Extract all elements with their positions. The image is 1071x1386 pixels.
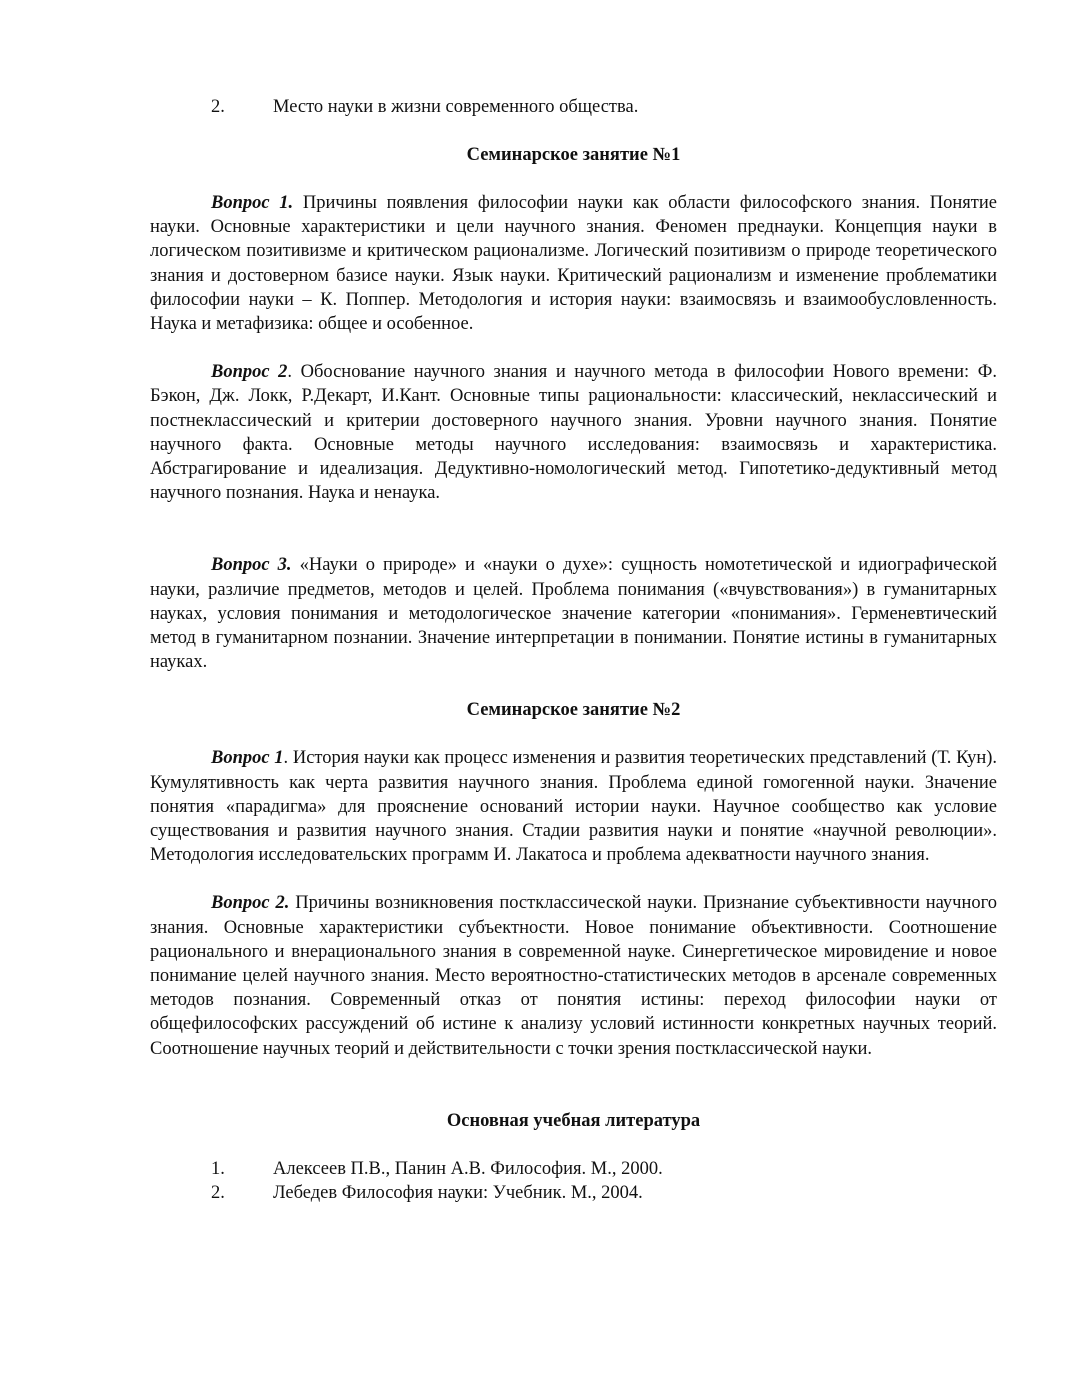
document-page xyxy=(150,95,997,1205)
list-item-text: Место науки в жизни современного общества. xyxy=(273,97,639,117)
question-paragraph xyxy=(150,746,997,867)
section-heading-seminar-2: Семинарское занятие №2 xyxy=(466,700,681,721)
question-text: . Обоснование научного знания и научного метода в философии Нового времени: Ф. Бэкон, Дж. Локк, Р.Декарт, И.Кант. Основные типы рациональности: классический, неклассический и постнеклассический и критерии достоверного научного знания. Уровни научного знания. Понятие научного факта. Основные методы научного исследования: взаимосвязь и характеристика. Абстрагирование и идеализация. Дедуктивно-номологический метод. Гипотетико-дедуктивный метод научного познания. Наука и ненаука. xyxy=(150,362,997,504)
literature-item-text: Лебедев Философия науки: Учебник. М., 2004. xyxy=(273,1182,643,1203)
list-item-number: 2. xyxy=(211,97,225,117)
section-heading-seminar-1: Семинарское занятие №1 xyxy=(466,145,681,165)
list-item xyxy=(150,95,997,119)
question-lead: Вопрос 2. xyxy=(211,893,290,914)
question-lead: Вопрос 3. xyxy=(211,555,292,576)
section-heading-literature: Основная учебная литература xyxy=(446,1110,701,1131)
question-paragraph xyxy=(150,553,997,674)
question-lead: Вопрос 1 xyxy=(211,748,284,769)
literature-item-text: Алексеев П.В., Панин А.В. Философия. М., 2000. xyxy=(273,1158,663,1179)
question-text: . История науки как процесс изменения и развития теоретических представлений (Т. Кун). Кумулятивность как черта развития научного знания. Проблема единой гомогенной науки. Значение понятия «парадигма» для прояснение оснований истории науки. Научное сообщество как условие существования и развития научного знания. Стадии развития науки и понятие «научной революции». Методология исследовательских программ И. Лакатоса и проблема адекватности научного знания. xyxy=(150,748,998,866)
literature-item-number: 2. xyxy=(211,1182,225,1203)
question-lead: Вопрос 2 xyxy=(211,362,288,383)
question-text: Причины появления философии науки как области философского знания. Понятие науки. Основные характеристики и цели научного знания. Феномен преднауки. Концепция науки в логическом позитивизме и критическом рационализме. Логический позитивизм о природе теоретического знания и достоверном базисе науки. Язык науки. Критический рационализм и изменение проблематики философии науки – К. Поппер. Методология и история науки: взаимосвязь и взаимообусловленность. Наука и метафизика: общее и особенное. xyxy=(150,193,997,335)
question-paragraph xyxy=(150,891,997,1060)
question-lead: Вопрос 1. xyxy=(211,193,294,213)
question-text: Причины возникновения постклассической науки. Признание субъективности научного знания. Основные характеристики субъектности. Новое понимание объективности. Соотношение рационального и внерационального знания в современной науке. Синергетическое мировидение и новое понимание целей научного знания. Место вероятностно-статистических методов в арсенале современных методов познания. Современный отказ от понятия истины: переход философии науки от общефилософских рассуждений об истине к анализу условий истинности конкретных научных теорий. Соотношение научных теорий и действительности с точки зрения постклассической науки. xyxy=(150,893,998,1059)
question-paragraph xyxy=(150,360,997,505)
literature-item xyxy=(150,1157,997,1181)
question-text: «Науки о природе» и «науки о духе»: сущность номотетической и идиографической науки, различие предметов, методов и целей. Проблема понимания («вчувствования») в гуманитарных науках, условия понимания и методологическое значение категории «понимания». Герменевтический метод в гуманитарном познании. Значение интерпретации в понимании. Понятие истины в гуманитарных науках. xyxy=(150,555,997,673)
literature-item-number: 1. xyxy=(211,1158,225,1179)
literature-item xyxy=(150,1181,997,1205)
question-paragraph xyxy=(150,191,997,336)
